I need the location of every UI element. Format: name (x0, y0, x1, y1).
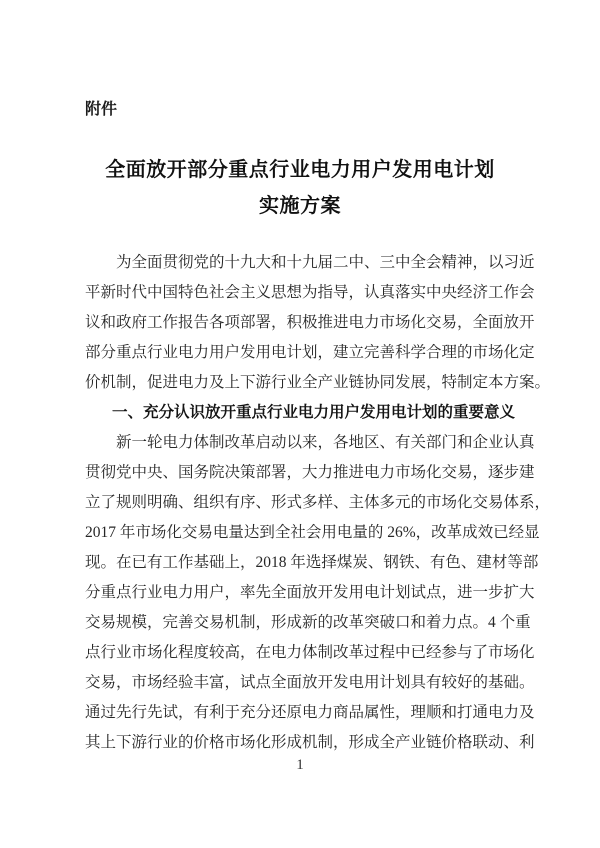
page-number: 1 (296, 757, 304, 773)
document-body (85, 248, 551, 758)
paragraph-2-line-7: 交易规模，完善交易机制，形成新的改革突破口和着力点。4 个重 (85, 614, 531, 631)
paragraph-2-line-2: 贯彻党中央、国务院决策部署，大力推进电力市场化交易，逐步建 (85, 464, 535, 481)
paragraph-1-line-1: 为全面贯彻党的十九大和十九届二中、三中全会精神，以习近 (116, 254, 535, 271)
paragraph-2-line-9: 交易，市场经验丰富，试点全面放开发电用计划具有较好的基础。 (85, 674, 535, 691)
paragraph-1-line-3: 议和政府工作报告各项部署，积极推进电力市场化交易，全面放开 (85, 314, 535, 331)
paragraph-1-line-2: 平新时代中国特色社会主义思想为指导，认真落实中央经济工作会 (85, 284, 535, 301)
section-1-heading: 一、充分认识放开重点行业电力用户发用电计划的重要意义 (112, 404, 516, 421)
attachment-label: 附件 (85, 101, 118, 118)
paragraph-2-line-6: 分重点行业电力用户，率先全面放开发用电计划试点，进一步扩大 (85, 584, 535, 601)
document-title-line-2: 实施方案 (259, 195, 341, 217)
paragraph-1-line-4: 部分重点行业电力用户发用电计划，建立完善科学合理的市场化定 (85, 344, 535, 361)
paragraph-2-line-1: 新一轮电力体制改革启动以来，各地区、有关部门和企业认真 (116, 434, 535, 451)
document-title-line-1: 全面放开部分重点行业电力用户发用电计划 (105, 159, 495, 181)
paragraph-2-line-8: 点行业市场化程度较高，在电力体制改革过程中已经参与了市场化 (85, 644, 535, 661)
document-title (0, 152, 600, 224)
paragraph-2-line-10: 通过先行先试，有利于充分还原电力商品属性，理顺和打通电力及 (85, 704, 535, 721)
paragraph-2-line-3: 立了规则明确、组织有序、形式多样、主体多元的市场化交易体系， (85, 494, 551, 511)
paragraph-2-line-5: 现。在已有工作基础上，2018 年选择煤炭、钢铁、有色、建材等部 (85, 554, 539, 571)
paragraph-2-line-4: 2017 年市场化交易电量达到全社会用电量的 26%，改革成效已经显 (85, 524, 540, 541)
paragraph-1-line-5: 价机制，促进电力及上下游行业全产业链协同发展，特制定本方案。 (85, 374, 551, 391)
paragraph-2-line-11: 其上下游行业的价格市场化形成机制，形成全产业链价格联动、利 (85, 734, 535, 751)
